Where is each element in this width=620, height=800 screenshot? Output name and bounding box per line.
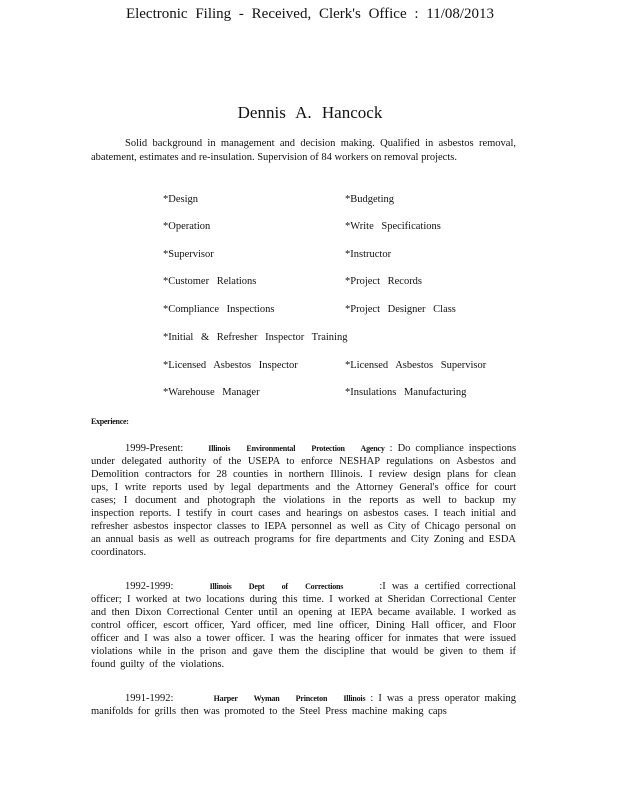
entry-period: 1991-1992: [125, 693, 174, 704]
skill-customer-relations: *Customer Relations [163, 276, 257, 287]
entry-period: 1999-Present: [125, 443, 184, 454]
skill-project-records: *Project Records [345, 276, 423, 287]
skill-compliance-inspections: *Compliance Inspections [163, 304, 275, 315]
experience-heading: Experience: [91, 417, 129, 426]
skill-supervisor: *Supervisor [163, 249, 214, 260]
entry-description: :I was a certified correctional officer; I worked at two locations during this time. I worked at Sheridan Correctional Center and then Dixon Correctional Center until an opening at IEPA became available. I worked as control officer, escort officer, Yard officer, med line officer, Dining Hall officer, and Floor officer and I was also a tower officer. I was the hearing officer for inmates that were issued violations while in the prison and gave them the discipline that would be given to them if found guilty of the violations. [91, 581, 517, 670]
entry-employer: Illinois Dept of Corrections [209, 582, 344, 591]
skill-insulations-manufacturing: *Insulations Manufacturing [345, 387, 467, 398]
entry-description: : Do compliance inspections under delegated authority of the USEPA to enforce NESHAP regulations on Asbestos and Demolition contractors for 28 counties in northern Illinois. I review design plans for clean ups, I write reports used by legal departments and the Attorney General's office for court cases; I document and photograph the violations in the reports as well to backup my inspection reports. I testify in court cases and hearings on asbestos cases. I teach initial and refresher asbestos inspector classes to IEPA personnel as well as City of Chicago personal on an annual basis as well as outreach programs for fire departments and City Zoning and ESDA coordinators. [91, 443, 517, 558]
experience-entry-iepa [91, 442, 516, 559]
skill-licensed-asbestos-supervisor: *Licensed Asbestos Supervisor [345, 360, 487, 371]
skill-instructor: *Instructor [345, 249, 392, 260]
entry-employer: Illinois Environmental Protection Agency [208, 444, 385, 453]
resume-name: Dennis A. Hancock [237, 103, 383, 122]
summary-paragraph: Solid background in management and decision making. Qualified in asbestos removal, abatement, estimates and re-insulation. Supervision of 84 workers on removal projects. [91, 138, 516, 163]
experience-entry-idoc [91, 580, 516, 671]
skill-write-specifications: *Write Specifications [345, 221, 441, 232]
skill-design: *Design [163, 194, 198, 205]
skill-project-designer-class: *Project Designer Class [345, 304, 456, 315]
filing-stamp-header: Electronic Filing - Received, Clerk's Office : 11/08/2013 [125, 6, 495, 22]
entry-employer: Harper Wyman Princeton Illinois [213, 694, 366, 703]
skill-budgeting: *Budgeting [345, 194, 394, 205]
skill-operation: *Operation [163, 221, 211, 232]
entry-period: 1992-1999: [125, 581, 174, 592]
entry-description: : I was a press operator making manifolds for grills then was promoted to the Steel Press machine making caps [91, 693, 517, 717]
skill-initial-refresher-training: *Initial & Refresher Inspector Training [163, 332, 348, 343]
skill-licensed-asbestos-inspector: *Licensed Asbestos Inspector [163, 360, 298, 371]
experience-entry-harper-wyman [91, 692, 516, 718]
skill-warehouse-manager: *Warehouse Manager [163, 387, 260, 398]
